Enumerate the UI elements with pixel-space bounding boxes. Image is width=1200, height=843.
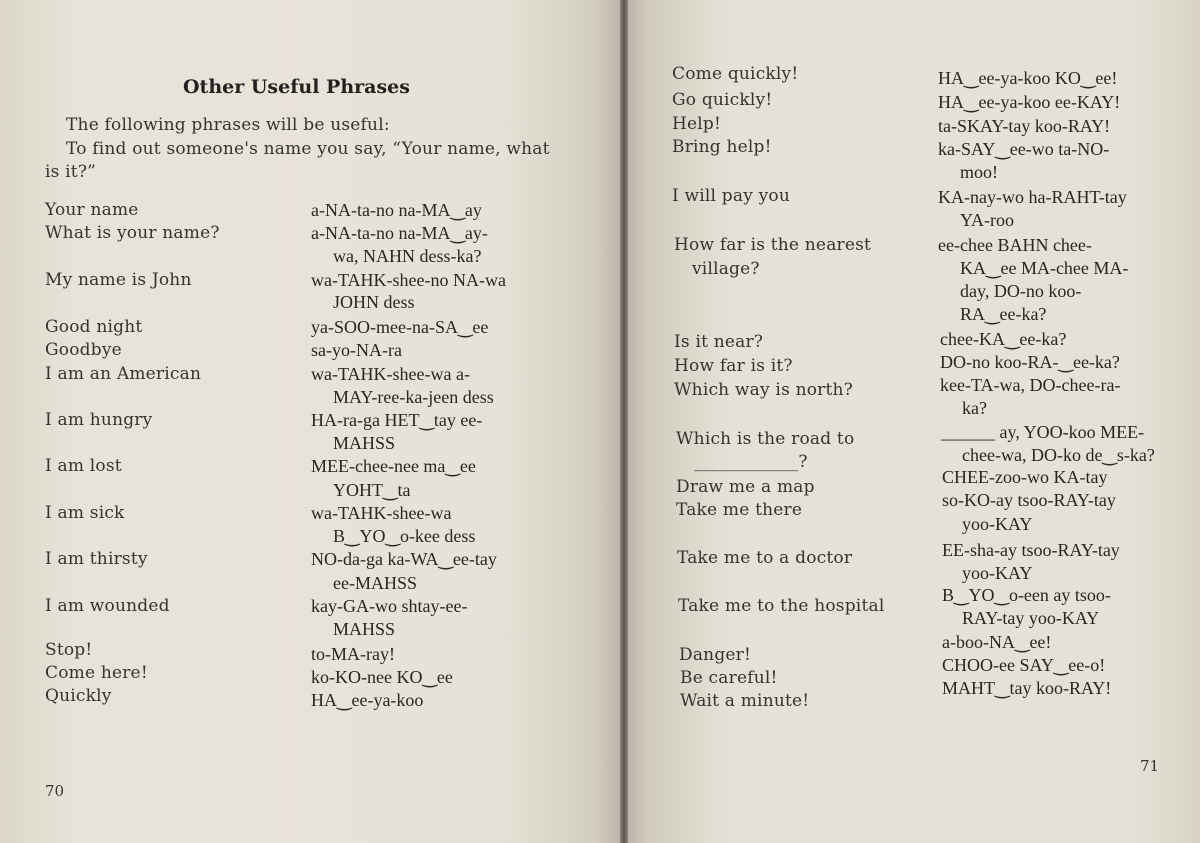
phrase-japanese: a-NA-ta-no na-MA‿ay (311, 200, 482, 220)
phrase-japanese: EE-sha-ay tsoo-RAY-tay (942, 540, 1120, 560)
book-gutter (620, 0, 628, 843)
phrase-japanese: DO-no koo-RA-‿ee-ka? (940, 352, 1120, 372)
phrase-japanese: MAY-ree-ka-jeen dess (333, 387, 494, 407)
phrase-english: Stop! (45, 640, 93, 660)
phrase-japanese: wa-TAHK-shee-wa a- (311, 364, 470, 384)
phrase-english: What is your name? (45, 223, 220, 243)
phrase-japanese: moo! (960, 162, 998, 182)
phrase-japanese: to-MA-ray! (311, 644, 395, 664)
phrase-english: ____________? (694, 452, 808, 472)
phrase-japanese: HA‿ee-ya-koo ee-KAY! (938, 92, 1121, 112)
phrase-english: How far is the nearest (674, 235, 872, 255)
phrase-japanese: ta-SKAY-tay koo-RAY! (938, 116, 1111, 136)
phrase-english: Take me there (676, 500, 803, 520)
phrase-japanese: wa-TAHK-shee-no NA-wa (311, 270, 506, 290)
phrase-japanese: KA-nay-wo ha-RAHT-tay (938, 187, 1127, 207)
page-number: 70 (45, 782, 65, 800)
phrase-english: Goodbye (45, 340, 122, 360)
phrase-japanese: kay-GA-wo shtay-ee- (311, 596, 468, 616)
phrase-japanese: ee-chee BAHN chee- (938, 235, 1092, 255)
page-number: 71 (1140, 757, 1160, 775)
phrase-japanese: YA-roo (960, 210, 1014, 230)
phrase-japanese: HA-ra-ga HET‿tay ee- (311, 410, 483, 430)
phrase-japanese: MAHSS (333, 433, 396, 453)
phrase-japanese: ka-SAY‿ee-wo ta-NO- (938, 139, 1110, 159)
phrase-japanese: B‿YO‿o-een ay tsoo- (942, 585, 1111, 605)
phrase-english: I am lost (45, 456, 122, 476)
phrase-japanese: MEE-chee-nee ma‿ee (311, 456, 476, 476)
phrase-japanese: RAY-tay yoo-KAY (962, 608, 1100, 628)
phrase-japanese: chee-wa, DO-ko de‿s-ka? (962, 445, 1155, 465)
phrase-japanese: chee-KA‿ee-ka? (940, 329, 1067, 349)
phrase-japanese: YOHT‿ta (333, 480, 411, 500)
phrase-english: Your name (45, 200, 139, 220)
phrase-english: Danger! (679, 645, 752, 665)
phrase-japanese: day, DO-no koo- (960, 281, 1082, 301)
phrase-english: Come quickly! (672, 64, 799, 84)
phrase-japanese: so-KO-ay tsoo-RAY-tay (942, 490, 1116, 510)
phrase-english: Is it near? (674, 332, 764, 352)
phrase-japanese: MAHSS (333, 619, 396, 639)
intro-line: To find out someone's name you say, “Your name, what (66, 139, 550, 159)
phrase-english: Quickly (45, 686, 112, 706)
phrase-japanese: NO-da-ga ka-WA‿ee-tay (311, 549, 497, 569)
phrase-japanese: MAHT‿tay koo-RAY! (942, 678, 1112, 698)
phrase-english: Come here! (45, 663, 148, 683)
phrase-japanese: kee-TA-wa, DO-chee-ra- (940, 375, 1121, 395)
intro-line: The following phrases will be useful: (66, 115, 390, 135)
phrase-japanese: a-boo-NA‿ee! (942, 632, 1052, 652)
phrase-english: Take me to the hospital (678, 596, 885, 616)
phrase-english: village? (692, 259, 760, 279)
phrase-japanese: KA‿ee MA-chee MA- (960, 258, 1129, 278)
intro-line: is it?” (45, 162, 97, 182)
phrase-japanese: ka? (962, 398, 987, 418)
phrase-english: I will pay you (672, 186, 790, 206)
phrase-japanese: ko-KO-nee KO‿ee (311, 667, 453, 687)
phrase-english: I am an American (45, 364, 202, 384)
phrase-japanese: ya-SOO-mee-na-SA‿ee (311, 317, 489, 337)
phrase-english: Take me to a doctor (677, 548, 853, 568)
phrase-english: I am wounded (45, 596, 170, 616)
phrase-japanese: CHOO-ee SAY‿ee-o! (942, 655, 1106, 675)
phrase-japanese: yoo-KAY (962, 563, 1033, 583)
phrase-japanese: wa, NAHN dess-ka? (333, 246, 482, 266)
phrase-japanese: CHEE-zoo-wo KA-tay (942, 467, 1108, 487)
phrase-english: Bring help! (672, 137, 772, 157)
phrase-japanese: sa-yo-NA-ra (311, 340, 402, 360)
phrase-english: Which is the road to (676, 429, 855, 449)
phrase-english: Be careful! (680, 668, 778, 688)
phrase-english: Go quickly! (672, 90, 773, 110)
phrase-japanese: RA‿ee-ka? (960, 304, 1047, 324)
phrase-english: I am sick (45, 503, 125, 523)
phrase-english: Draw me a map (676, 477, 815, 497)
phrase-japanese: wa-TAHK-shee-wa (311, 503, 452, 523)
phrase-english: Help! (672, 114, 722, 134)
phrase-japanese: a-NA-ta-no na-MA‿ay- (311, 223, 488, 243)
phrase-japanese: JOHN dess (333, 292, 415, 312)
section-heading: Other Useful Phrases (183, 76, 410, 98)
phrase-japanese: ______ ay, YOO-koo MEE- (941, 422, 1145, 442)
phrase-japanese: B‿YO‿o-kee dess (333, 526, 476, 546)
phrase-english: Wait a minute! (680, 691, 810, 711)
phrase-english: Good night (45, 317, 143, 337)
phrase-english: I am thirsty (45, 549, 148, 569)
phrase-japanese: HA‿ee-ya-koo (311, 690, 424, 710)
phrase-english: My name is John (45, 270, 192, 290)
phrase-english: Which way is north? (674, 380, 853, 400)
phrase-japanese: yoo-KAY (962, 514, 1033, 534)
phrase-japanese: ee-MAHSS (333, 573, 417, 593)
phrase-japanese: HA‿ee-ya-koo KO‿ee! (938, 68, 1118, 88)
phrase-english: I am hungry (45, 410, 153, 430)
phrase-english: How far is it? (674, 356, 793, 376)
